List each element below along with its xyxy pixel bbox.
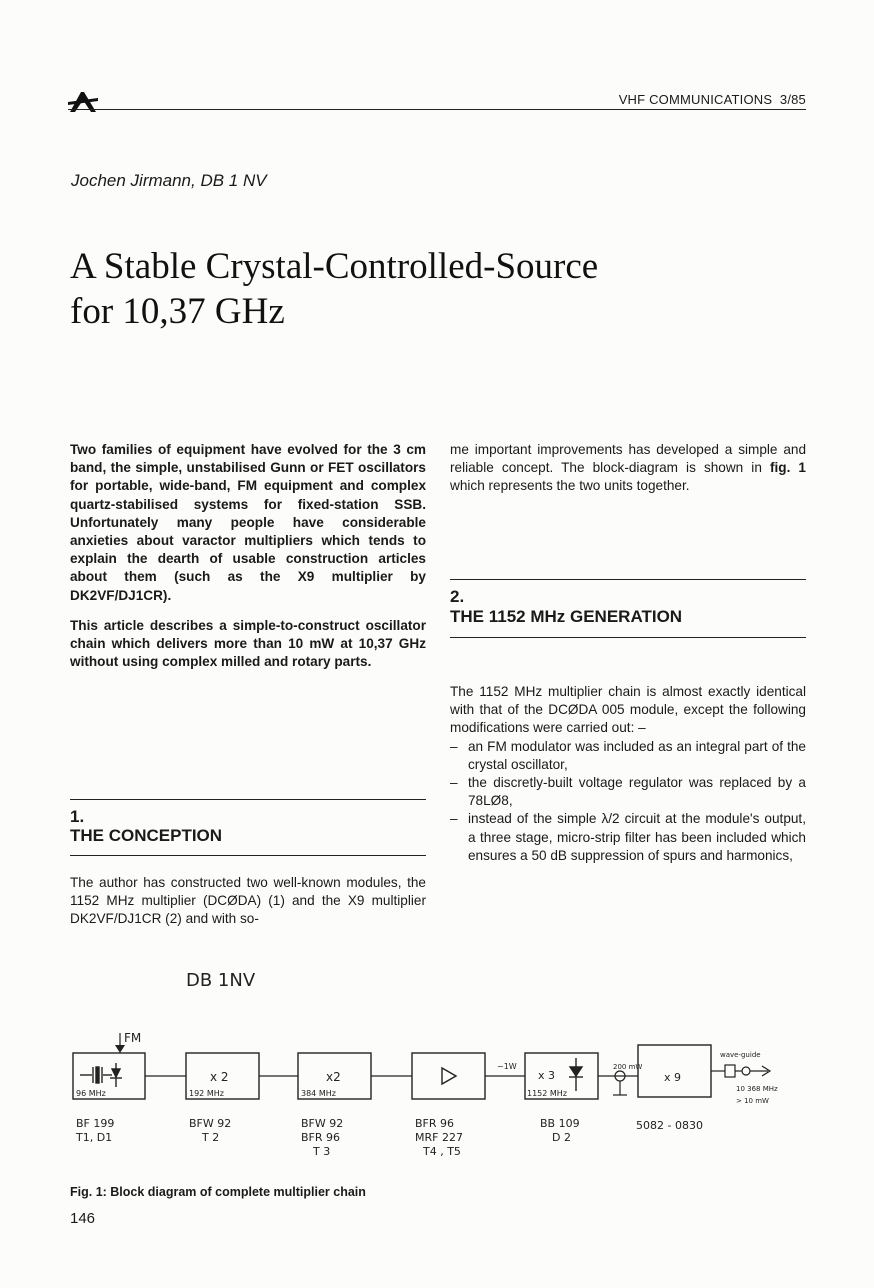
block-5-inner: x 3 bbox=[538, 1069, 556, 1082]
figure-reference: fig. 1 bbox=[769, 460, 806, 476]
bullet-dash: – bbox=[450, 738, 458, 754]
block-3-label-3: T 3 bbox=[313, 1145, 331, 1158]
section2-number: 2. bbox=[450, 587, 465, 606]
section1-heading: THE CONCEPTION bbox=[70, 826, 223, 845]
running-header bbox=[560, 92, 806, 107]
block-1-label-2: T1, D1 bbox=[76, 1131, 113, 1144]
block-1-label-1: BF 199 bbox=[76, 1117, 115, 1130]
amplifier-icon bbox=[442, 1068, 456, 1084]
abstract-paragraph-2: This article describes a simple-to-construct oscillator chain which delivers more than 10 mW at 10,37 GHz without using complex milled and rotary parts. bbox=[70, 617, 426, 670]
block-2-frequency: 192 MHz bbox=[189, 1089, 224, 1098]
bullet-dash: – bbox=[450, 811, 458, 827]
block-5-label-2: D 2 bbox=[552, 1131, 571, 1144]
list-item: – an FM modulator was included as an integral part of the crystal oscillator, bbox=[450, 738, 806, 772]
block-4-label-1: BFR 96 bbox=[415, 1117, 455, 1130]
block-diagram bbox=[60, 955, 840, 1175]
article-title bbox=[70, 244, 598, 334]
logo-icon bbox=[66, 88, 100, 114]
section1-body-wrap bbox=[70, 874, 426, 929]
list-item: – the discretly-built voltage regulator was replaced by a 78LØ8, bbox=[450, 775, 806, 809]
diagram-author-tag: DB 1NV bbox=[186, 970, 256, 991]
block-3-inner: x2 bbox=[326, 1070, 341, 1084]
section2-top-rule bbox=[450, 579, 806, 580]
trimmer-icon bbox=[613, 1071, 627, 1095]
section2-heading-visible: THE 1152 MHz GENERATION bbox=[450, 607, 683, 626]
block-1-frequency: 96 MHz bbox=[76, 1089, 106, 1098]
block-4-label-3: T4 , T5 bbox=[423, 1145, 461, 1158]
block-6-label-1: 5082 - 0830 bbox=[636, 1119, 703, 1132]
block-3-label-2: BFR 96 bbox=[301, 1131, 341, 1144]
column2-intro bbox=[450, 441, 806, 496]
output-frequency: 10 368 MHz bbox=[736, 1085, 778, 1093]
figure-caption: Fig. 1: Block diagram of complete multiplier chain bbox=[70, 1185, 366, 1199]
right-column bbox=[450, 441, 806, 496]
block-4-label-2: MRF 227 bbox=[415, 1131, 463, 1144]
section1-top-rule bbox=[70, 799, 426, 800]
fm-arrow-head bbox=[115, 1045, 125, 1053]
section1-body: The author has constructed two well-known modules, the 1152 MHz multiplier (DCØDA) (1) and the X9 multiplier DK2VF/DJ1CR (2) and with so- bbox=[70, 875, 426, 927]
journal-name: VHF COMMUNICATIONS bbox=[618, 92, 773, 107]
page-number: 146 bbox=[70, 1210, 96, 1227]
amplifier-power: ~1W bbox=[497, 1062, 517, 1071]
block-6-inner: x 9 bbox=[664, 1071, 682, 1084]
crystal-varactor-icon bbox=[80, 1063, 122, 1087]
output-power: > 10 mW bbox=[736, 1097, 769, 1105]
amplifier-block bbox=[412, 1053, 485, 1099]
drive-power: 200 mW bbox=[613, 1063, 643, 1071]
header-rule bbox=[68, 109, 806, 110]
intro-text-b: which represents the two units together. bbox=[450, 478, 690, 494]
author-line: Jochen Jirmann, DB 1 NV bbox=[71, 171, 267, 190]
block-5-frequency: 1152 MHz bbox=[527, 1089, 568, 1098]
modification-list bbox=[450, 738, 806, 865]
section1-bottom-rule bbox=[70, 855, 426, 856]
title-line-2: for 10,37 GHz bbox=[70, 291, 285, 332]
fm-label: FM bbox=[124, 1031, 142, 1045]
abstract-paragraph-1: Two families of equipment have evolved for the 3 cm band, the simple, unstabilised Gunn or FET oscillators for portable, wide-band, FM equipment and complex quartz-stabilised systems for fixed-station SSB. Unfortunately many people have considerable anxieties about varactor multipliers which tends to explain the dearth of usable construction articles about them (such as the X9 multiplier by DK2VF/DJ1CR). bbox=[70, 442, 426, 603]
section2-body: The 1152 MHz multiplier chain is almost exactly identical with that of the DCØDA 005 module, except the following modifications were carried out: – bbox=[450, 684, 806, 736]
bullet-dash: – bbox=[450, 775, 458, 791]
block-2-label-2: T 2 bbox=[202, 1131, 220, 1144]
waveguide-label: wave-guide bbox=[720, 1051, 761, 1059]
block-3-label-1: BFW 92 bbox=[301, 1117, 344, 1130]
section2-body-wrap bbox=[450, 683, 806, 865]
section2-bottom-rule bbox=[450, 637, 806, 638]
varactor-diode-icon bbox=[569, 1058, 583, 1091]
block-2-label-1: BFW 92 bbox=[189, 1117, 232, 1130]
title-line-1: A Stable Crystal-Controlled-Source bbox=[70, 246, 599, 287]
intro-text-a: me important improvements has developed a simple and reliable concept. The block-diagram is shown in bbox=[450, 442, 806, 476]
left-column bbox=[70, 441, 426, 671]
waveguide-output-icon bbox=[725, 1065, 770, 1077]
issue-number: 3/85 bbox=[779, 92, 806, 107]
block-5-label-1: BB 109 bbox=[540, 1117, 580, 1130]
block-3-frequency: 384 MHz bbox=[301, 1089, 336, 1098]
section1-number: 1. bbox=[70, 807, 85, 826]
list-item: – instead of the simple λ/2 circuit at the module's output, a three stage, micro-strip filter has been included which ensures a 50 dB suppression of spurs and harmonics, bbox=[450, 811, 806, 863]
block-2-inner: x 2 bbox=[210, 1070, 229, 1084]
